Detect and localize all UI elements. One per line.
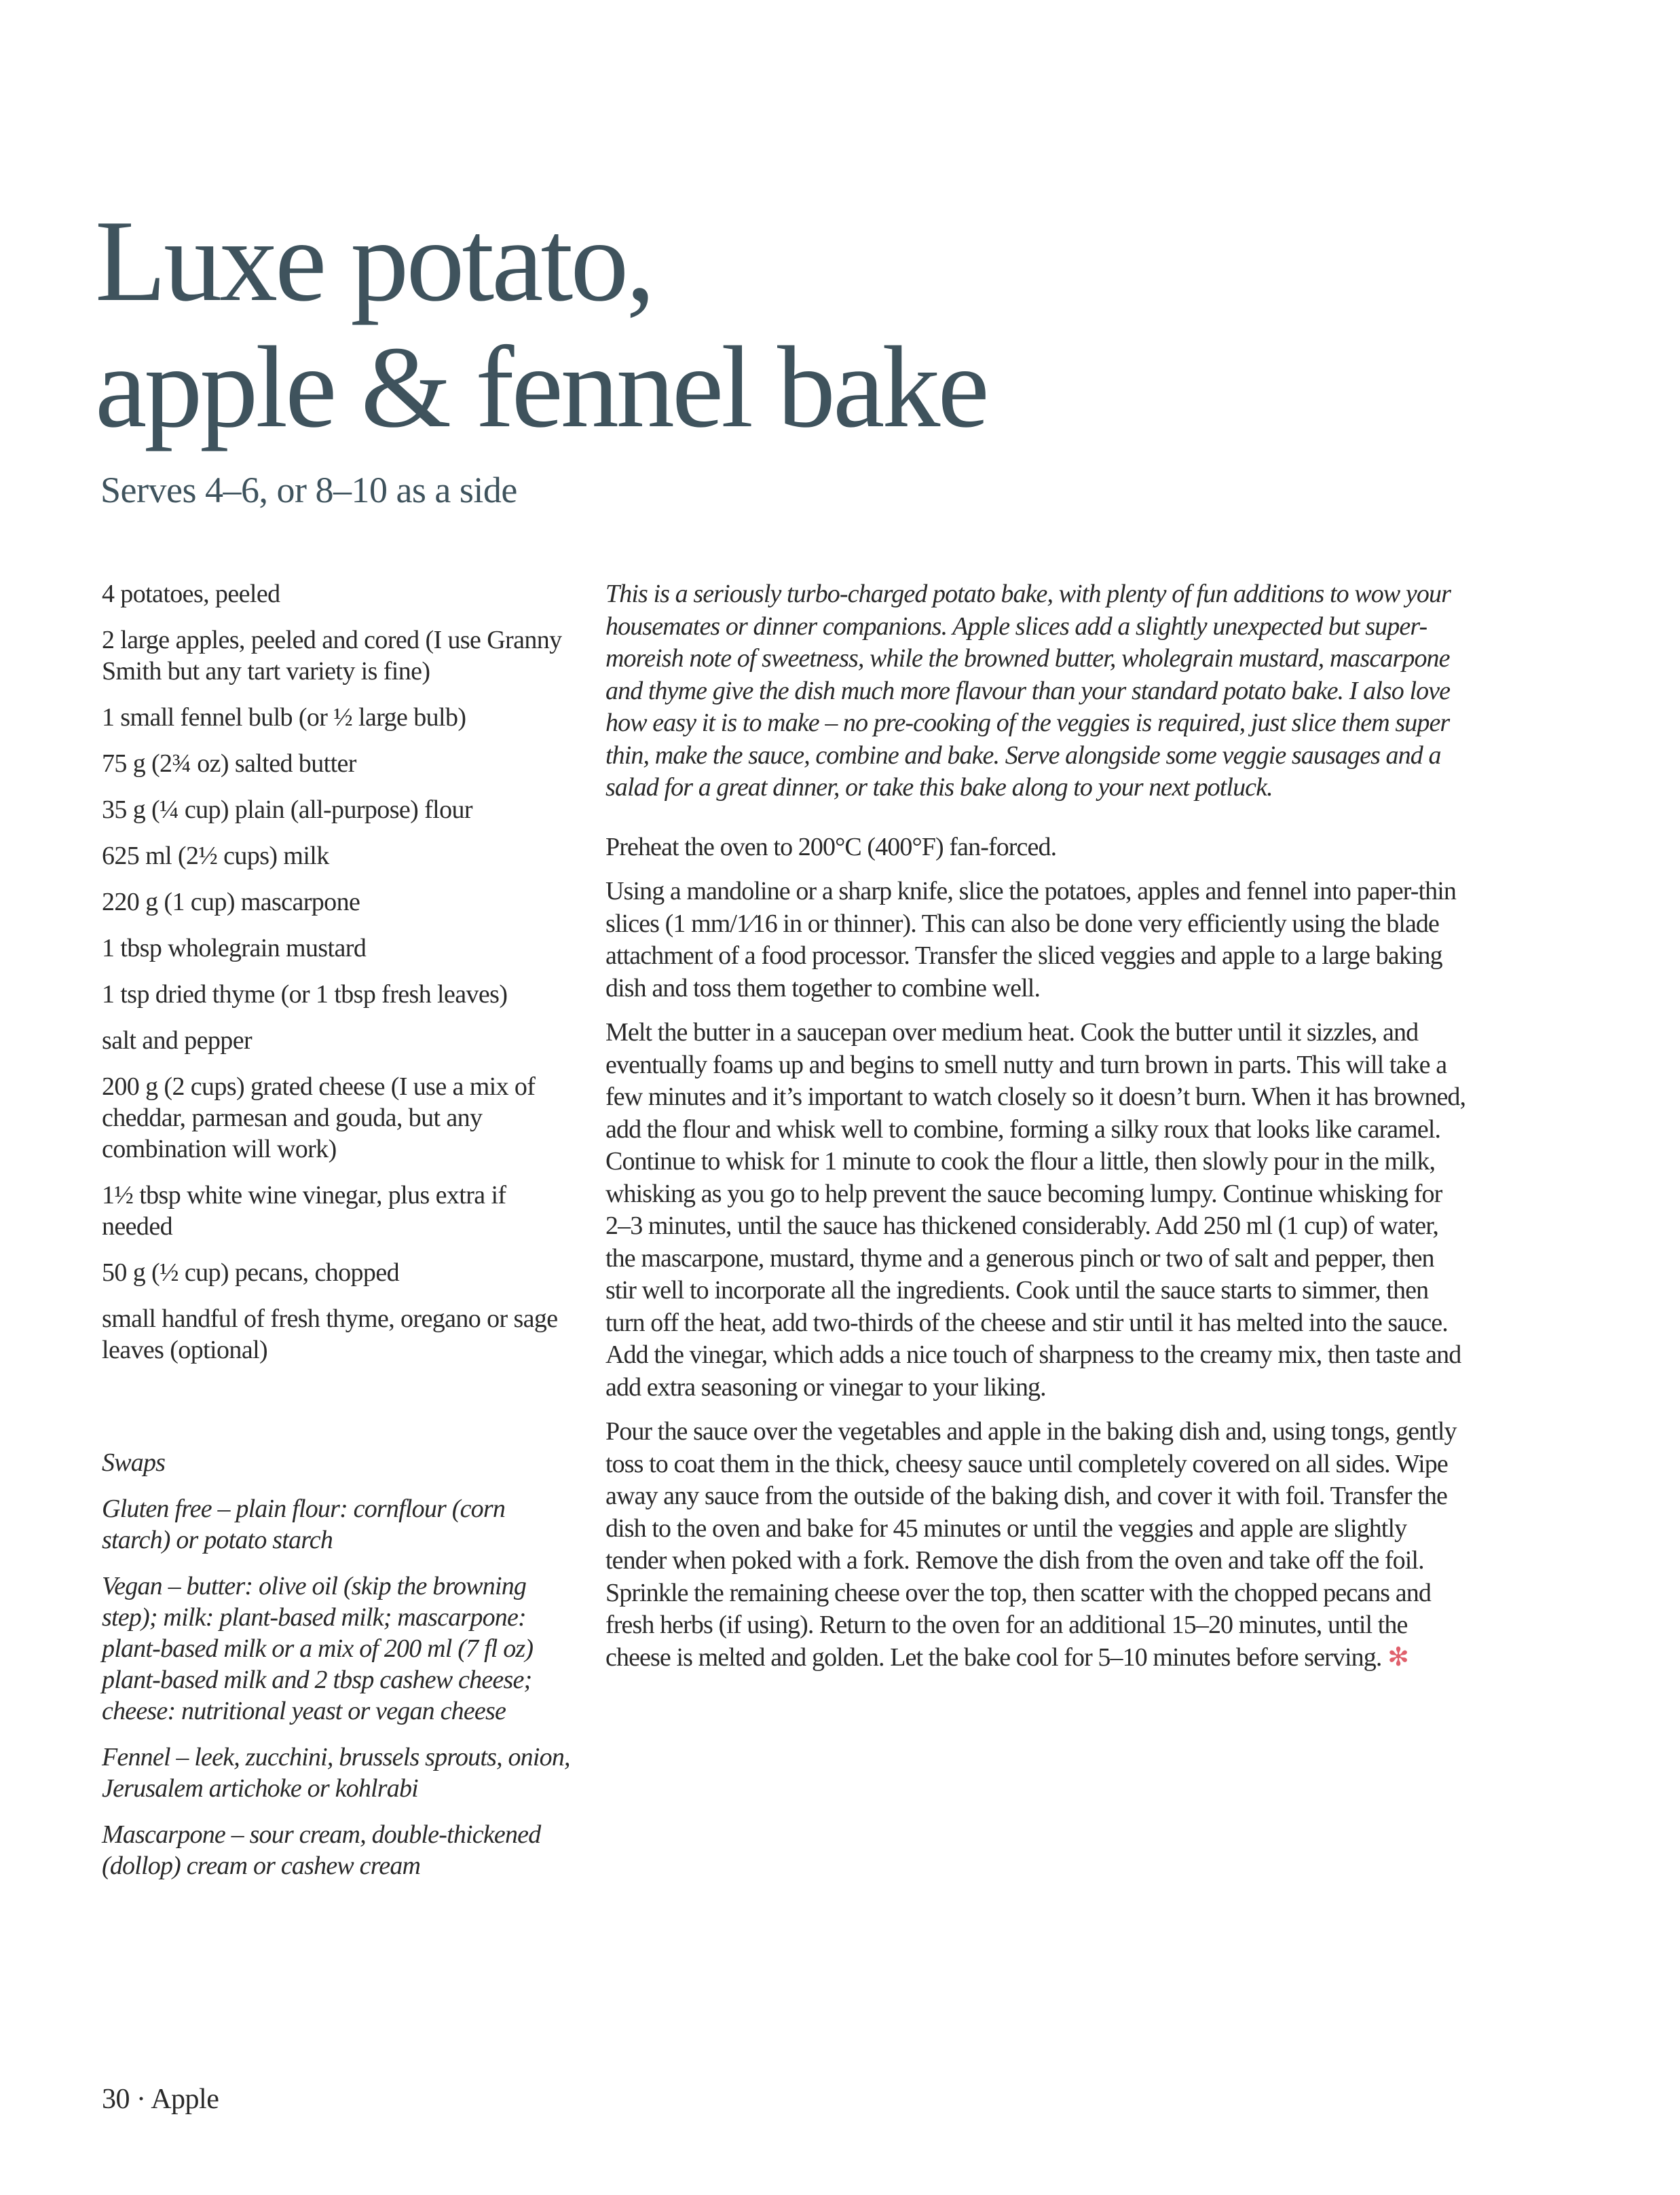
method-step (605, 1416, 1466, 1674)
servings: Serves 4–6, or 8–10 as a side (100, 470, 517, 510)
recipe-title-line-1: Luxe potato, (95, 197, 653, 326)
swaps-section (102, 1447, 570, 1896)
end-of-recipe-asterisk-icon: ✻ (1387, 1643, 1409, 1672)
ingredient-item: salt and pepper (102, 1026, 253, 1055)
ingredient-item: 4 potatoes, peeled (102, 580, 280, 608)
ingredient-item: 35 g (¼ cup) plain (all-purpose) flour (102, 795, 472, 824)
ingredient-item: 220 g (1 cup) mascarpone (102, 888, 360, 916)
method-step: Preheat the oven to 200°C (400°F) fan-forced. (605, 832, 1057, 861)
ingredient-item: small handful of fresh thyme, oregano or sage leaves (optional) (102, 1305, 558, 1364)
ingredient-item: 1 tsp dried thyme (or 1 tbsp fresh leaves) (102, 980, 508, 1009)
recipe-body (605, 578, 1466, 1686)
method-steps (605, 831, 1466, 1674)
swap-item: Vegan – butter: olive oil (skip the browning step); milk: plant-based milk; mascarpone: plant-based milk or a mix of 200 ml (7 fl oz) plant-based milk and 2 tbsp cashew cheese; cheese: nutritional yeast or vegan cheese (102, 1572, 534, 1725)
method-step: Using a mandoline or a sharp knife, slice the potatoes, apples and fennel into paper-thin slices (1 mm/1⁄16 in or thinner). This can also be done very efficiently using the blade attachment of a food processor. Transfer the sliced veggies and apple to a large baking dish and toss them together to combine well. (605, 877, 1456, 1002)
ingredient-item: 2 large apples, peeled and cored (I use Granny Smith but any tart variety is fine) (102, 626, 562, 686)
footer-separator: · (136, 2084, 146, 2115)
swap-item: Gluten free – plain flour: cornflour (corn starch) or potato starch (102, 1495, 506, 1554)
page-footer (102, 2082, 219, 2116)
swaps-heading: Swaps (102, 1448, 166, 1477)
recipe-title (95, 198, 987, 451)
ingredient-item: 75 g (2¾ oz) salted butter (102, 749, 356, 778)
recipe-intro: This is a seriously turbo-charged potato bake, with plenty of fun additions to wow your housemates or dinner companions. Apple slices add a slightly unexpected but super-moreish note of sweetness, while the browned butter, wholegrain mustard, mascarpone and thyme give the dish much more flavour than your standard potato bake. I also love how easy it is to make – no pre-cooking of the veggies is required, just slice them super thin, make the sauce, combine and bake. Serve alongside some veggie sausages and a salad for a great dinner, or take this bake along to your next potluck. (605, 580, 1451, 802)
method-step-text: Pour the sauce over the vegetables and apple in the baking dish and, using tongs, gently toss to coat them in the thick, cheesy sauce until completely covered on all sides. Wipe away any sauce from the outside of the baking dish, and cover it with foil. Transfer the dish to the oven and bake for 45 minutes or until the veggies and apple are slightly tender when poked with a fork. Remove the dish from the oven and take off the foil. Sprinkle the remaining cheese over the top, then scatter with the chopped pecans and fresh herbs (if using). Return to the oven for an additional 15–20 minutes, until the cheese is melted and golden. Let the bake cool for 5–10 minutes before serving. (605, 1417, 1457, 1672)
ingredient-item: 50 g (½ cup) pecans, chopped (102, 1258, 399, 1287)
ingredient-item: 1 tbsp wholegrain mustard (102, 934, 367, 962)
ingredient-item: 1½ tbsp white wine vinegar, plus extra if needed (102, 1181, 506, 1241)
ingredients-list (102, 578, 563, 1381)
method-step: Melt the butter in a saucepan over medium heat. Cook the butter until it sizzles, and eventually foams up and begins to smell nutty and turn brown in parts. This will take a few minutes and it’s important to watch closely so it doesn’t burn. When it has browned, add the flour and whisk well to combine, forming a silky roux that looks like caramel. Continue to whisk for 1 minute to cook the flour a little, then slowly pour in the milk, whisking as you go to help prevent the sauce becoming lumpy. Continue whisking for 2–3 minutes, until the sauce has thickened considerably. Add 250 ml (1 cup) of water, the mascarpone, mustard, thyme and a generous pinch or two of salt and pepper, then stir well to incorporate all the ingredients. Cook until the sauce starts to simmer, then turn off the heat, add two-thirds of the cheese and stir until it has melted into the sauce. Add the vinegar, which adds a nice touch of sharpness to the creamy mix, then taste and add extra seasoning or vinegar to your liking. (605, 1018, 1466, 1402)
recipe-title-line-2: apple & fennel bake (95, 323, 987, 452)
swap-item: Fennel – leek, zucchini, brussels sprouts, onion, Jerusalem artichoke or kohlrabi (102, 1743, 570, 1803)
page-number: 30 (102, 2084, 130, 2115)
ingredient-item: 200 g (2 cups) grated cheese (I use a mix of cheddar, parmesan and gouda, but any combination will work) (102, 1072, 536, 1163)
ingredient-item: 625 ml (2½ cups) milk (102, 842, 329, 870)
ingredient-item: 1 small fennel bulb (or ½ large bulb) (102, 703, 466, 732)
section-name: Apple (151, 2084, 219, 2115)
swap-item: Mascarpone – sour cream, double-thickened (dollop) cream or cashew cream (102, 1820, 541, 1880)
